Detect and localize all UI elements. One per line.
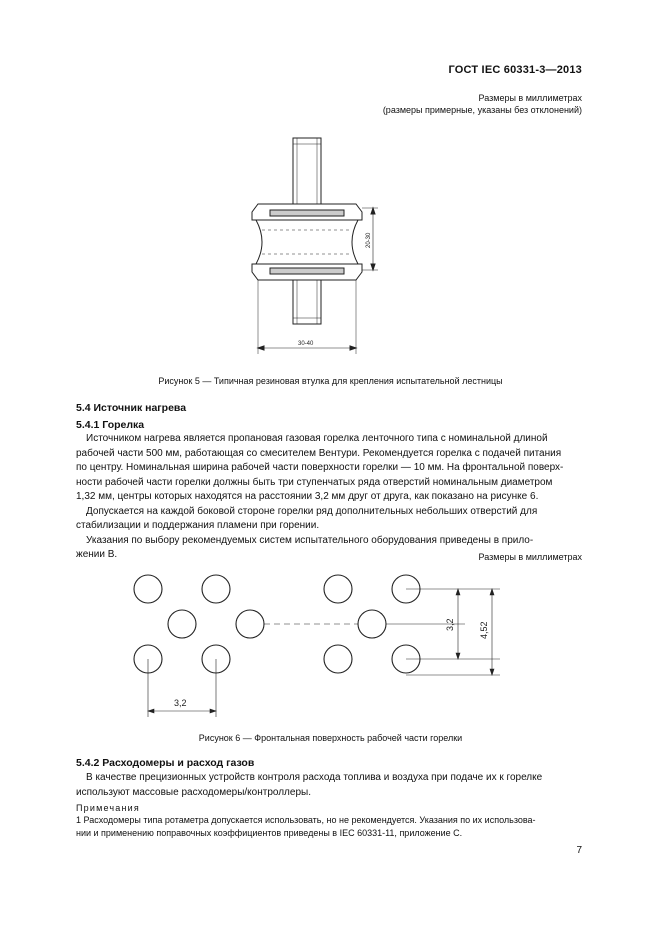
figure-6-dim-3-2-vertical: 3,2 [445, 618, 455, 631]
text-line: 1 Расходомеры типа ротаметра допускается использовать, но не рекомендуется. Указания по их использова- [76, 815, 536, 825]
text-line: ности рабочей части горелки должны быть три ступенчатых ряда отверстий номинальным диаметром [76, 476, 553, 488]
section-title-5-4-2: 5.4.2 Расходомеры и расход газов [76, 757, 255, 769]
dimensions-note-fig6: Размеры в миллиметрах [478, 552, 582, 562]
text-line: Допускается на каждой боковой стороне горелки ряд дополнительных небольших отверстий для [86, 505, 538, 517]
burner-hole [236, 610, 264, 638]
text-line: 1,32 мм, центры которых находятся на расстоянии 3,2 мм друг от друга, как показано на рисунке 6. [76, 491, 539, 502]
burner-hole [134, 575, 162, 603]
text-line: Источником нагрева является пропановая газовая горелка ленточного типа с номинальной длиной [86, 433, 548, 444]
burner-hole [324, 575, 352, 603]
section-title-5-4-1: 5.4.1 Горелка [76, 419, 145, 431]
section-title-5-4: 5.4 Источник нагрева [76, 402, 187, 414]
text-line: используют массовые расходомеры/контроллеры. [76, 786, 311, 798]
paragraph-flowmeters [76, 771, 584, 800]
text-line: жении В. [76, 549, 118, 560]
standard-number: ГОСТ IEC 60331-3—2013 [448, 64, 582, 76]
text-line: рабочей части 500 мм, работающая со смесителем Вентури. Рекомендуется горелка с подачей питания [76, 447, 562, 459]
text-line: В качестве прецизионных устройств контроля расхода топлива и воздуха при подаче их к горелке [86, 772, 543, 783]
burner-hole [168, 610, 196, 638]
text-line: Указания по выбору рекомендуемых систем испытательного оборудования приведены в прило- [86, 534, 534, 546]
burner-hole [324, 645, 352, 673]
notes-label: Примечания [76, 803, 140, 813]
figure-6-caption: Рисунок 6 — Фронтальная поверхность рабочей части горелки [198, 733, 463, 743]
paragraph-burner [76, 432, 584, 563]
figure-6-dim-4-52: 4,52 [479, 621, 489, 639]
figure-5-drawing [240, 130, 390, 360]
figure-5-dim-width: 30-40 [298, 341, 314, 347]
text-line: нии и применению поправочных коэффициентов приведены в IEC 60331-11, приложение С. [76, 828, 463, 838]
dimensions-note-approx: (размеры примерные, указаны без отклонений) [382, 105, 582, 115]
burner-hole [202, 575, 230, 603]
figure-6-dim-3-2-horizontal: 3,2 [174, 698, 187, 708]
figure-6-drawing [120, 565, 520, 725]
figure-5-caption: Рисунок 5 — Типичная резиновая втулка для крепления испытательной лестницы [158, 376, 503, 386]
note-1 [76, 814, 584, 840]
figure-5-dim-height: 20-30 [366, 232, 372, 248]
page-number: 7 [576, 845, 582, 856]
dimensions-note: Размеры в миллиметрах [478, 93, 582, 103]
text-line: по центру. Номинальная ширина рабочей части поверхности горелки — 10 мм. На фронтальной поверх- [76, 462, 564, 473]
burner-hole [358, 610, 386, 638]
text-line: стабилизации и поддержания пламени при горении. [76, 520, 320, 531]
